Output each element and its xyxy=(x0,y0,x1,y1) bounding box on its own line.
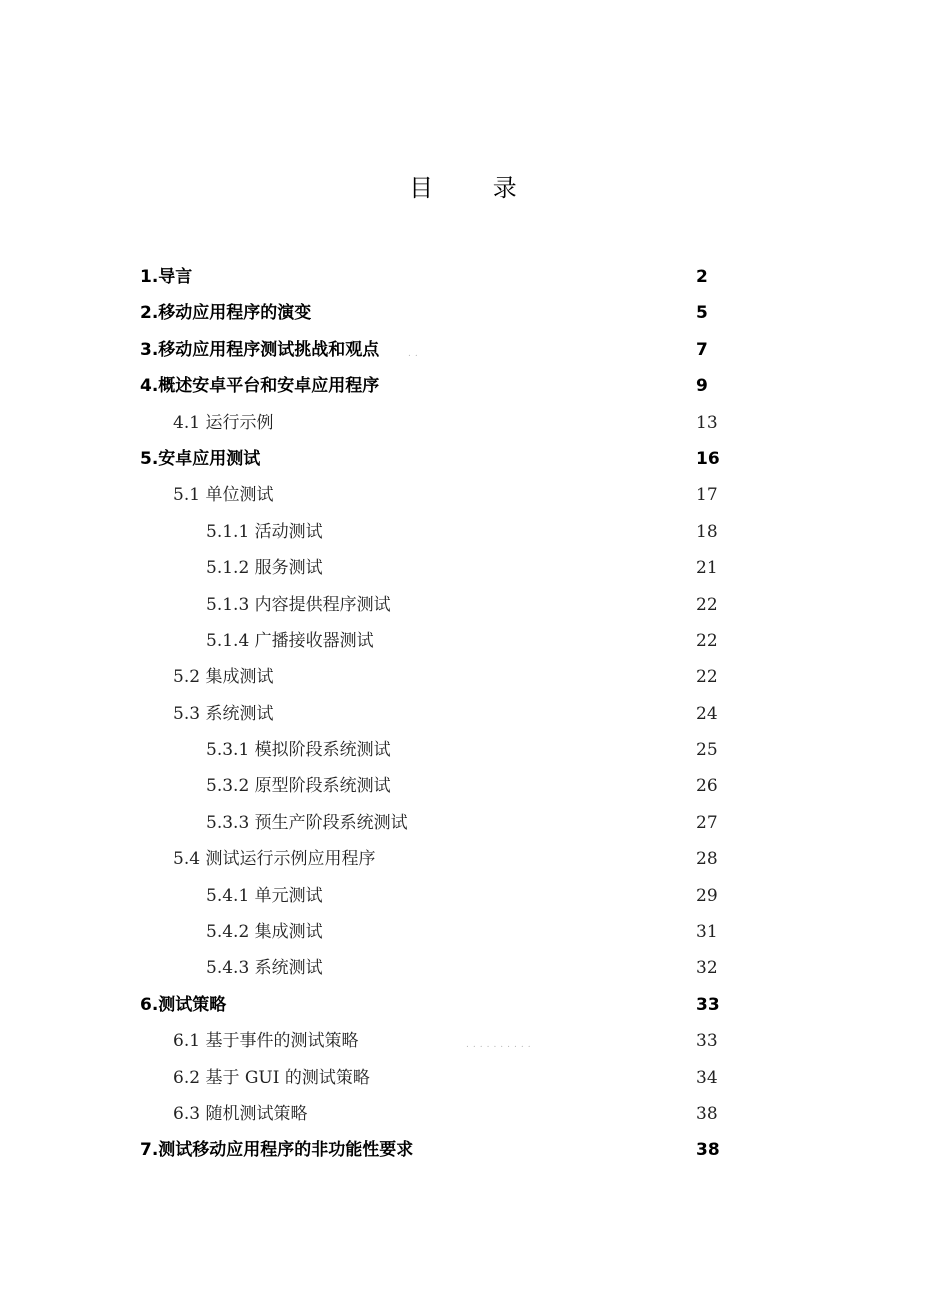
toc-entry[interactable] xyxy=(140,1096,740,1132)
toc-entry-page: 5 xyxy=(696,303,708,324)
toc-entry-label: 5.安卓应用测试 xyxy=(140,448,261,469)
toc-entry-label: 6.2 基于 GUI 的测试策略 xyxy=(173,1067,370,1088)
toc-entry[interactable] xyxy=(140,659,740,695)
toc-entry-label: 5.4.1 单元测试 xyxy=(206,885,323,906)
toc-entry-label: 5.4.2 集成测试 xyxy=(206,922,323,943)
toc-entry-page: 24 xyxy=(696,703,718,724)
toc-entry[interactable] xyxy=(140,805,740,841)
toc-entry[interactable] xyxy=(140,1060,740,1096)
toc-entry[interactable] xyxy=(140,841,740,877)
toc-entry-page: 2 xyxy=(696,267,708,287)
toc-entry-page: 18 xyxy=(696,521,718,542)
toc-entry[interactable] xyxy=(140,914,740,950)
toc-entry-label: 1.导言 xyxy=(140,267,193,287)
toc-entry-label: 5.2 集成测试 xyxy=(173,667,274,688)
toc-entry-page: 27 xyxy=(696,812,718,833)
toc-entry-page: 25 xyxy=(696,740,718,761)
toc-entry-page: 28 xyxy=(696,849,718,870)
toc-entry[interactable] xyxy=(140,514,740,550)
toc-entry-label: 5.3 系统测试 xyxy=(173,703,274,724)
toc-entry[interactable] xyxy=(140,1023,740,1059)
toc-entry-page: 29 xyxy=(696,885,718,906)
toc-entry-page: 34 xyxy=(696,1067,718,1088)
toc-entry[interactable] xyxy=(140,987,740,1023)
toc-entry-label: 5.3.2 原型阶段系统测试 xyxy=(206,776,391,797)
toc-entry-page: 22 xyxy=(696,630,718,651)
toc-entry-page: 21 xyxy=(696,558,718,579)
toc-entry-page: 22 xyxy=(696,594,718,615)
toc-entry-label: 2.移动应用程序的演变 xyxy=(140,303,312,324)
toc-entry-page: 22 xyxy=(696,667,718,688)
toc-entry[interactable] xyxy=(140,332,740,368)
toc-entry[interactable] xyxy=(140,732,740,768)
leader-dots: .......... xyxy=(466,1040,535,1051)
toc-entry[interactable] xyxy=(140,441,740,477)
toc-entry[interactable] xyxy=(140,368,740,404)
toc-entry[interactable] xyxy=(140,768,740,804)
toc-entry-label: 6.测试策略 xyxy=(140,994,227,1015)
toc-entry-label: 4.1 运行示例 xyxy=(173,412,274,433)
page-title: 目 录 xyxy=(409,174,543,202)
toc-entry[interactable] xyxy=(140,259,740,295)
toc-entry[interactable] xyxy=(140,477,740,513)
toc-entry-label: 4.概述安卓平台和安卓应用程序 xyxy=(140,376,380,397)
toc-entry-label: 3.移动应用程序测试挑战和观点 xyxy=(140,339,380,360)
toc-entry-page: 33 xyxy=(696,1031,718,1052)
toc-entry-page: 13 xyxy=(696,412,718,433)
toc-entry-label: 5.1.2 服务测试 xyxy=(206,558,323,579)
toc-entry-page: 9 xyxy=(696,376,708,397)
toc-entry-page: 26 xyxy=(696,776,718,797)
toc-entry-label: 5.1.4 广播接收器测试 xyxy=(206,630,374,651)
toc-entry-page: 31 xyxy=(696,922,718,943)
toc-entry-page: 32 xyxy=(696,958,718,979)
toc-entry-label: 5.1.3 内容提供程序测试 xyxy=(206,594,391,615)
toc-entry[interactable] xyxy=(140,696,740,732)
toc-entry[interactable] xyxy=(140,587,740,623)
toc-entry-label: 5.4.3 系统测试 xyxy=(206,958,323,979)
toc-entry-page: 17 xyxy=(696,485,718,506)
toc-entry[interactable] xyxy=(140,1132,740,1168)
toc-entry-label: 5.3.1 模拟阶段系统测试 xyxy=(206,740,391,761)
toc-entry[interactable] xyxy=(140,623,740,659)
toc-entry-label: 5.4 测试运行示例应用程序 xyxy=(173,849,376,870)
toc-entry[interactable] xyxy=(140,550,740,586)
toc-entry[interactable] xyxy=(140,295,740,331)
toc-entry-page: 7 xyxy=(696,339,708,360)
toc-entry-label: 7.测试移动应用程序的非功能性要求 xyxy=(140,1140,414,1161)
toc-entry-label: 6.3 随机测试策略 xyxy=(173,1103,308,1124)
toc-entry-page: 16 xyxy=(696,448,720,469)
toc-entry-page: 38 xyxy=(696,1140,720,1161)
toc-entry-label: 6.1 基于事件的测试策略 xyxy=(173,1031,359,1052)
toc-entry-label: 5.1.1 活动测试 xyxy=(206,521,323,542)
toc-entry-label: 5.1 单位测试 xyxy=(173,485,274,506)
table-of-contents xyxy=(140,259,740,1169)
leader-dots: .. xyxy=(408,348,422,359)
toc-entry-label: 5.3.3 预生产阶段系统测试 xyxy=(206,812,408,833)
toc-entry[interactable] xyxy=(140,405,740,441)
toc-entry-page: 33 xyxy=(696,994,720,1015)
toc-entry[interactable] xyxy=(140,878,740,914)
toc-entry-page: 38 xyxy=(696,1103,718,1124)
toc-entry[interactable] xyxy=(140,950,740,986)
